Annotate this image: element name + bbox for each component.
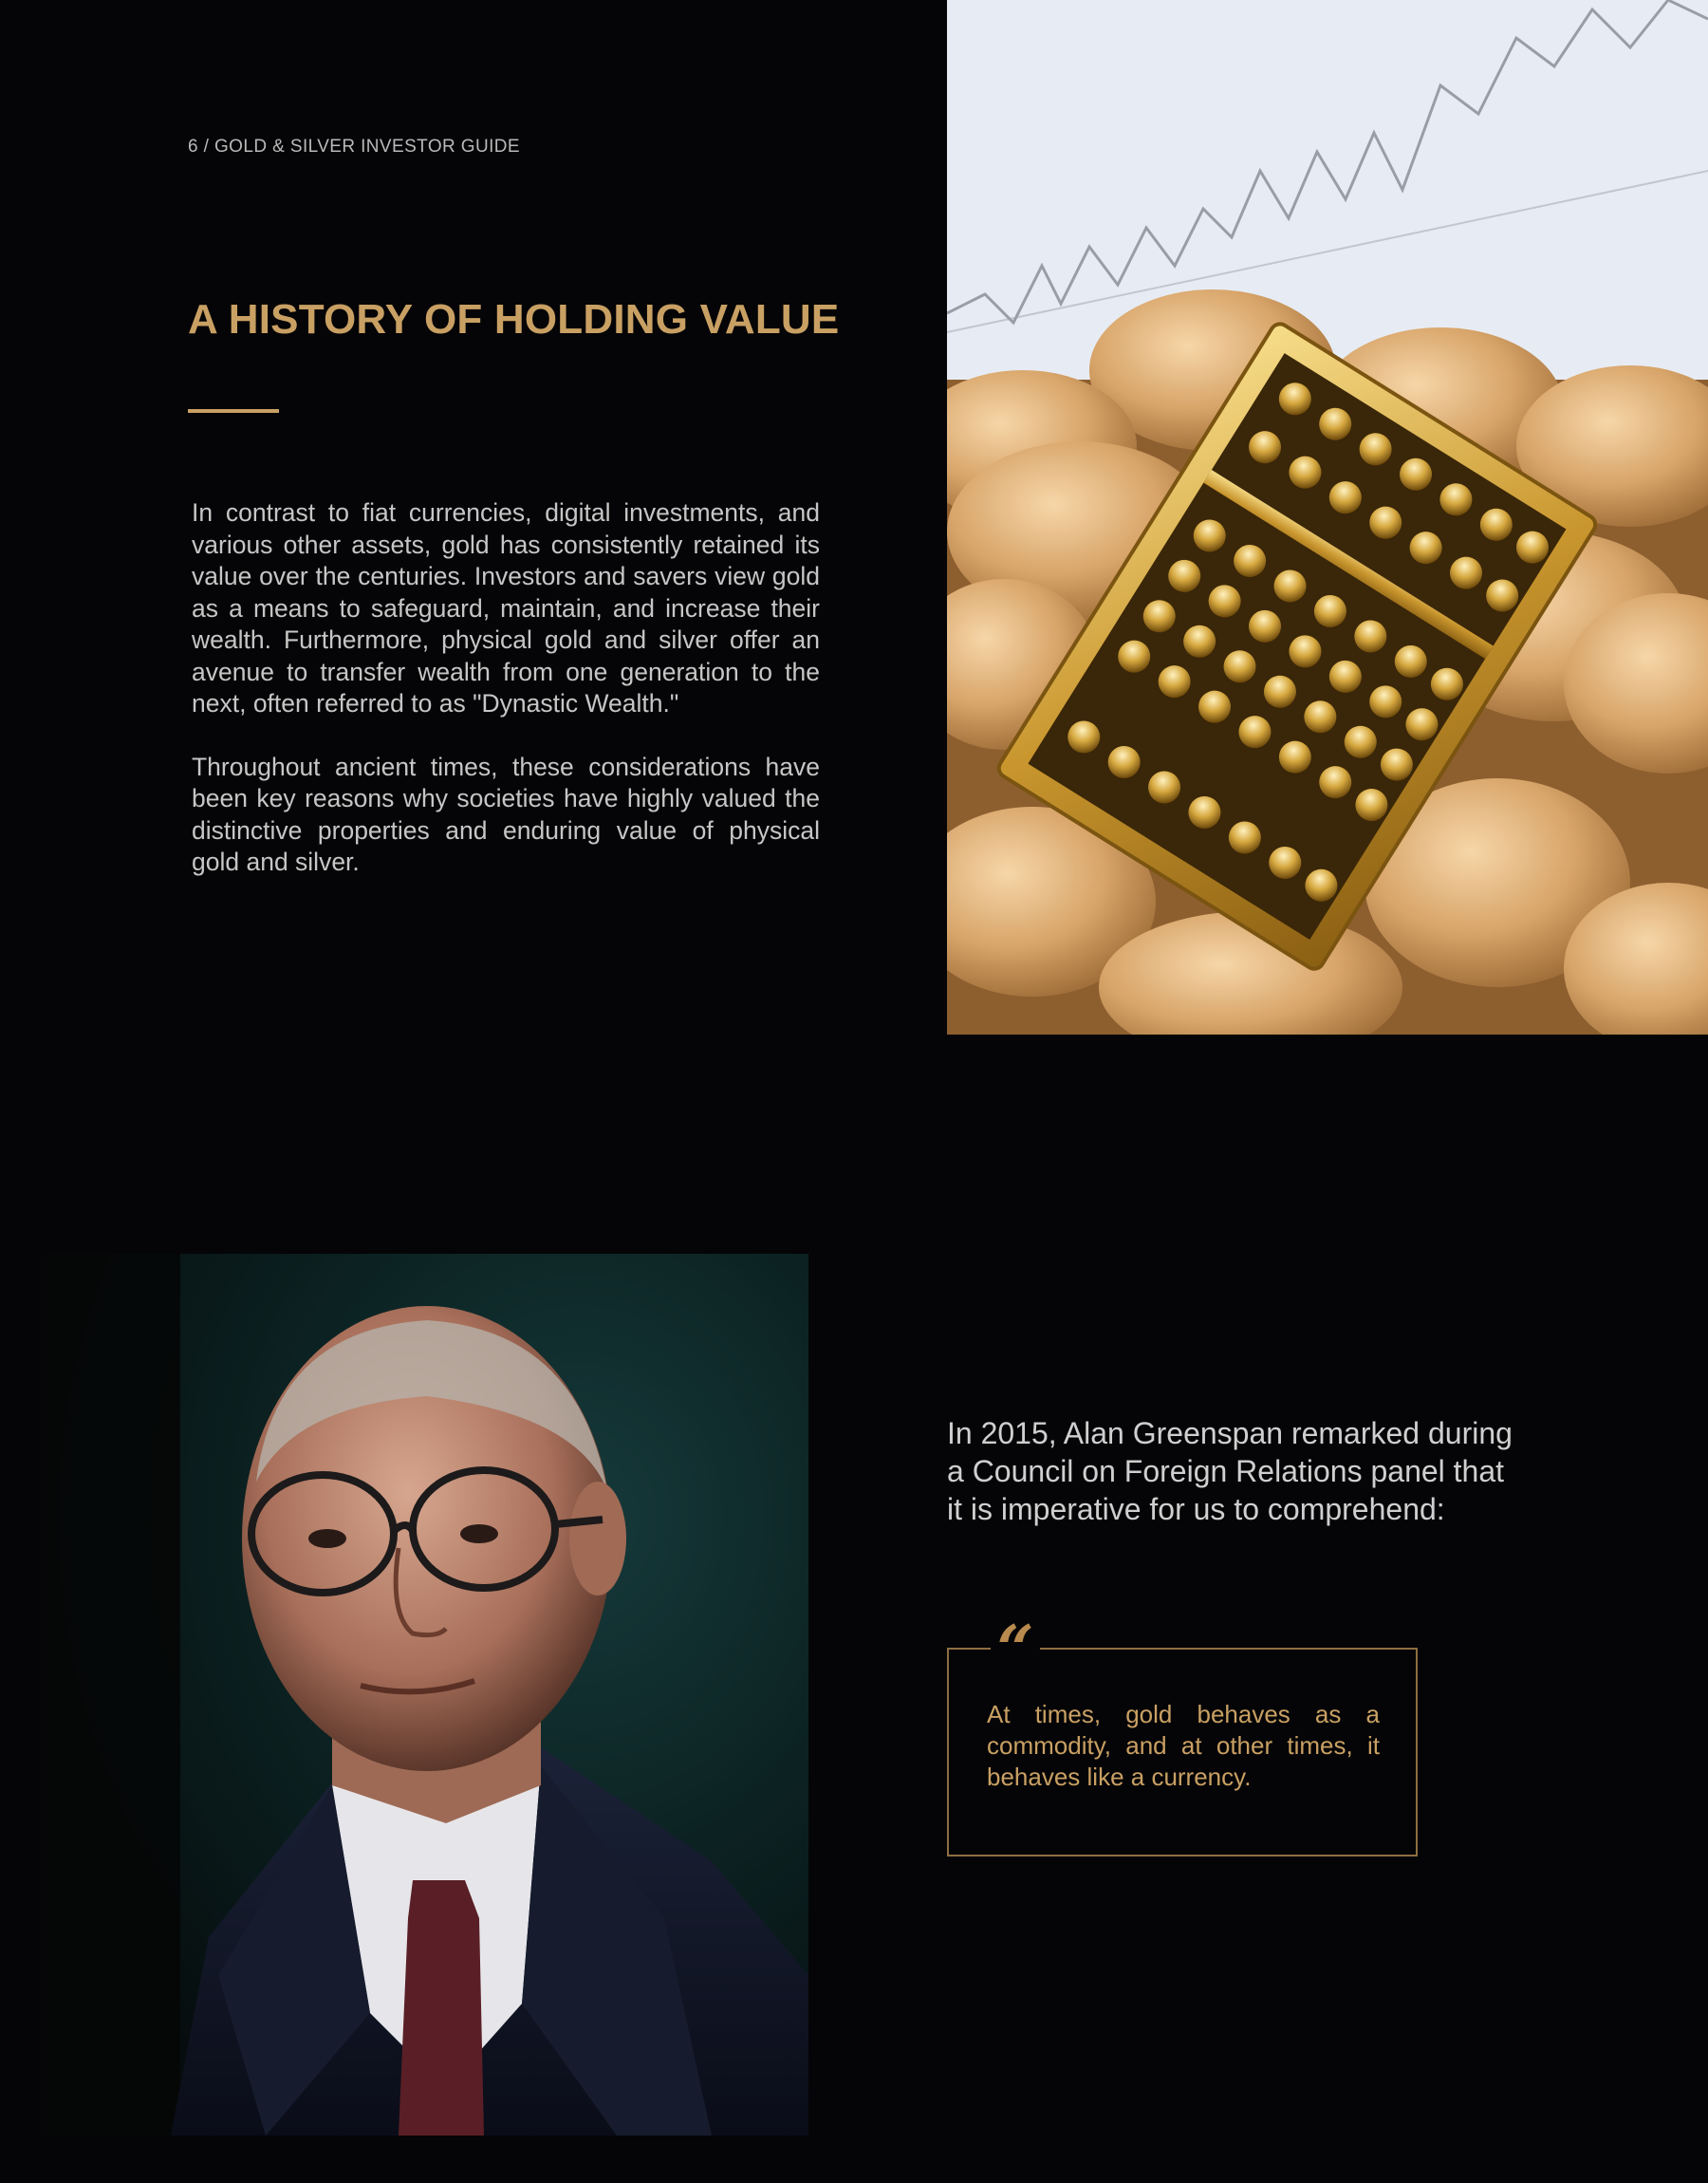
portrait-illustration (47, 1254, 808, 2136)
intro-text (192, 497, 820, 910)
running-head: 6 / GOLD & SILVER INVESTOR GUIDE (188, 137, 520, 157)
gold-coins-abacus-photo (947, 0, 1708, 1035)
quote-text: At times, gold behaves as a commodity, and at other times, it behaves like a currency. (987, 1700, 1380, 1791)
quote-mark-icon: “ (991, 1614, 1040, 1667)
title-divider (188, 409, 279, 413)
quote-intro: In 2015, Alan Greenspan remarked during a Council on Foreign Relations panel that it is imperative for us to comprehend: (947, 1416, 1513, 1526)
coins-abacus-illustration (947, 0, 1708, 1035)
intro-paragraph: Throughout ancient times, these considerations have been key reasons why societies have highly valued the distinctive properties and enduring value of physical gold and silver. (192, 752, 820, 876)
portrait-photo (47, 1254, 808, 2136)
intro-paragraph: In contrast to fiat currencies, digital investments, and various other assets, gold has consistently retained its value over the centuries. Investors and savers view gold as a means to safeguard, maintain, and increase their wealth. Furthermore, physical gold and silver offer an avenue to transfer wealth from one generation to the next, often referred to as "Dynastic Wealth." (192, 498, 820, 718)
page-title: A HISTORY OF HOLDING VALUE (188, 296, 840, 343)
